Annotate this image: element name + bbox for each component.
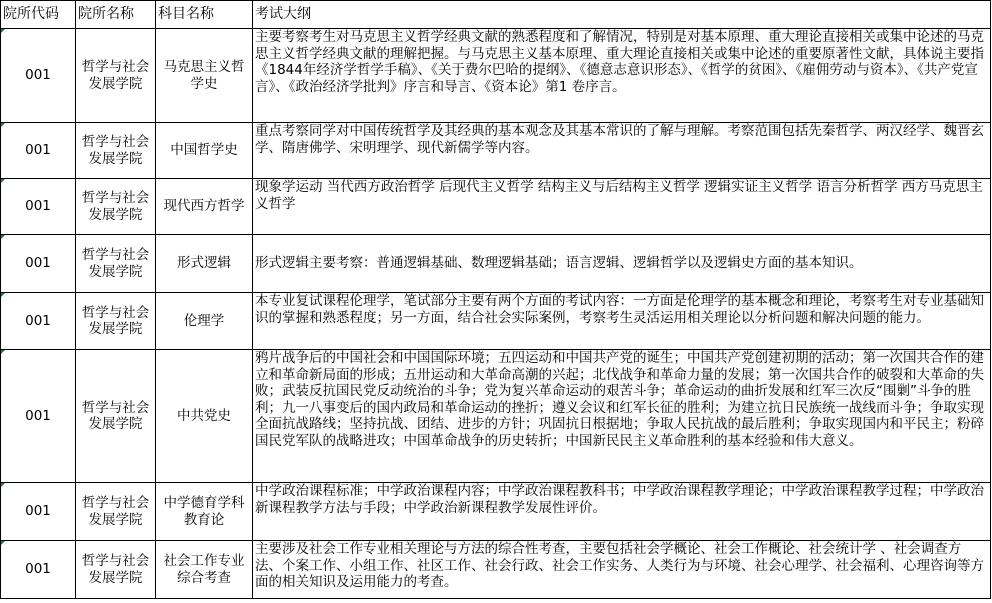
table-row: [1, 123, 991, 179]
cell-code[interactable]: 001: [1, 123, 76, 179]
header-school[interactable]: 院所名称: [76, 1, 156, 29]
cell-school[interactable]: 哲学与社会发展学院: [76, 179, 156, 235]
header-subject[interactable]: 科目名称: [156, 1, 253, 29]
table-row: [1, 350, 991, 483]
cell-code[interactable]: 001: [1, 483, 76, 541]
cell-school[interactable]: 哲学与社会发展学院: [76, 350, 156, 483]
cell-outline[interactable]: 现象学运动 当代西方政治哲学 后现代主义哲学 结构主义与后结构主义哲学 逻辑实证主义哲学 语言分析哲学 西方马克思主义哲学: [253, 179, 991, 235]
table-row: [1, 235, 991, 293]
cell-school[interactable]: 哲学与社会发展学院: [76, 293, 156, 350]
table-row: [1, 483, 991, 541]
cell-school[interactable]: 哲学与社会发展学院: [76, 123, 156, 179]
cell-school[interactable]: 哲学与社会发展学院: [76, 483, 156, 541]
cell-outline[interactable]: 中学政治课程标准；中学政治课程内容；中学政治课程教科书；中学政治课程教学理论；中学政治课程教学过程；中学政治新课程教学方法与手段；中学政治新课程教学发展性评价。: [253, 483, 991, 541]
cell-code[interactable]: 001: [1, 235, 76, 293]
cell-subject[interactable]: 伦理学: [156, 293, 253, 350]
cell-school[interactable]: 哲学与社会发展学院: [76, 541, 156, 599]
cell-code[interactable]: 001: [1, 350, 76, 483]
cell-subject[interactable]: 马克思主义哲学史: [156, 29, 253, 123]
cell-code[interactable]: 001: [1, 541, 76, 599]
cell-outline[interactable]: 主要涉及社会工作专业相关理论与方法的综合性考查，主要包括社会学概论、社会工作概论、社会统计学 、社会调查方法、个案工作、小组工作、社区工作、社会行政、社会工作实务、人类行为与环境、社会心理学、社会福利、心理咨询等方面的相关知识及运用能力的考查。: [253, 541, 991, 599]
table-row: [1, 293, 991, 350]
header-code[interactable]: 院所代码: [1, 1, 76, 29]
cell-code[interactable]: 001: [1, 29, 76, 123]
cell-subject[interactable]: 形式逻辑: [156, 235, 253, 293]
table-row: [1, 541, 991, 599]
table-row: [1, 179, 991, 235]
cell-subject[interactable]: 中共党史: [156, 350, 253, 483]
header-row: [1, 1, 991, 29]
cell-school[interactable]: 哲学与社会发展学院: [76, 29, 156, 123]
cell-outline[interactable]: 主要考察考生对马克思主义哲学经典文献的熟悉程度和了解情况，特别是对基本原理、重大理论直接相关或集中论述的马克思主义哲学经典文献的理解把握。与马克思主义基本原理、重大理论直接相关或集中论述的重要原著性文献，具体说主要指《1844年经济学哲学手稿》、《关于费尔巴哈的提纲》、《德意志意识形态》、《哲学的贫困》、《雇佣劳动与资本》、《共产党宣言》、《政治经济学批判》序言和导言、《资本论》第1 卷序言。: [253, 29, 991, 123]
cell-subject[interactable]: 社会工作专业综合考查: [156, 541, 253, 599]
header-outline[interactable]: 考试大纲: [253, 1, 991, 29]
cell-outline[interactable]: 鸦片战争后的中国社会和中国国际环境；五四运动和中国共产党的诞生；中国共产党创建初期的活动；第一次国共合作的建立和革命新局面的形成；五卅运动和大革命高潮的兴起；北伐战争和革命力量的发展；第一次国共合作的破裂和大革命的失败；武装反抗国民党反动统治的斗争；党为复兴革命运动的艰苦斗争；革命运动的曲折发展和红军三次反“围剿”斗争的胜利；九一八事变后的国内政局和革命运动的挫折；遵义会议和红军长征的胜利；为建立抗日民族统一战线而斗争；争取实现全面抗战路线；坚持抗战、团结、进步的方针；巩固抗日根据地；争取人民抗战的最后胜利；争取实现国内和平民主；粉碎国民党军队的战略进攻；中国革命战争的历史转折；中国新民民主义革命胜利的基本经验和伟大意义。: [253, 350, 991, 483]
cell-subject[interactable]: 中学德育学科教育论: [156, 483, 253, 541]
cell-subject[interactable]: 中国哲学史: [156, 123, 253, 179]
table-row: [1, 29, 991, 123]
cell-code[interactable]: 001: [1, 293, 76, 350]
cell-school[interactable]: 哲学与社会发展学院: [76, 235, 156, 293]
cell-subject[interactable]: 现代西方哲学: [156, 179, 253, 235]
cell-outline[interactable]: 重点考察同学对中国传统哲学及其经典的基本观念及其基本常识的了解与理解。考察范围包括先秦哲学、两汉经学、魏晋玄学、隋唐佛学、宋明理学、现代新儒学等内容。: [253, 123, 991, 179]
cell-outline[interactable]: 本专业复试课程伦理学，笔试部分主要有两个方面的考试内容：一方面是伦理学的基本概念和理论，考察考生对专业基础知识的掌握和熟悉程度；另一方面，结合社会实际案例，考察考生灵活运用相关理论以分析问题和解决问题的能力。: [253, 293, 991, 350]
cell-code[interactable]: 001: [1, 179, 76, 235]
cell-outline[interactable]: 形式逻辑主要考察：普通逻辑基础、数理逻辑基础；语言逻辑、逻辑哲学以及逻辑史方面的基本知识。: [253, 235, 991, 293]
